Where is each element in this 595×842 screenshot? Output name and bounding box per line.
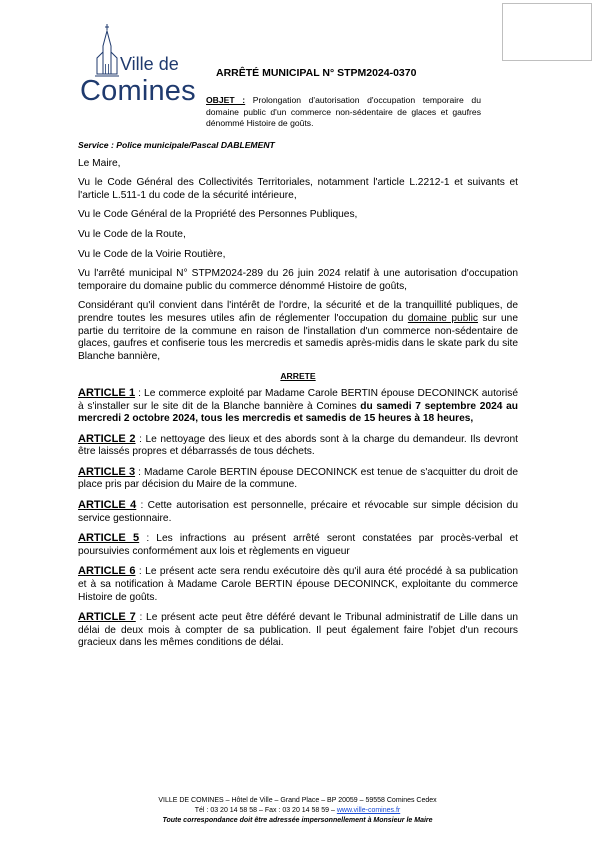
vu-cg3p: Vu le Code Général de la Propriété des Personnes Publiques, <box>78 209 358 221</box>
vu-code-route: Vu le Code de la Route, <box>78 228 186 240</box>
website-link[interactable]: www.ville-comines.fr <box>336 807 401 814</box>
considerant-underlined: domaine public <box>407 312 478 324</box>
service-line: Service : Police municipale/Pascal DABLEMENT <box>78 140 275 150</box>
article-text: : Cette autorisation est personnelle, précaire et révocable sur simple décision du service gestionnaire. <box>78 500 518 524</box>
article-text: : Le commerce exploité par Madame Carole BERTIN épouse DECONINCK autorisé à s'installer sur le site dit de la Blanche bannière à Comines <box>78 387 518 412</box>
footer-address: VILLE DE COMINES – Hôtel de Ville – Grand Place – BP 20059 – 59558 Comines Cedex <box>158 797 437 804</box>
arrete-heading: ARRETE <box>280 371 316 382</box>
footer-notice: Toute correspondance doit être adressée impersonnellement à Monsieur le Maire <box>162 817 433 824</box>
considerant <box>78 300 518 363</box>
article-label: ARTICLE 5 <box>78 532 140 545</box>
logo-line2: Comines <box>80 75 196 107</box>
article-2 <box>78 433 518 459</box>
document-title: ARRÊTÉ MUNICIPAL N° STPM2024-0370 <box>216 67 417 79</box>
vu-voirie: Vu le Code de la Voirie Routière, <box>78 248 226 260</box>
article-bold-text: du samedi 7 septembre 2024 au mercredi 2 octobre 2024, tous les mercredis et samedis de 15 heures à 18 heures, <box>78 400 519 425</box>
document-body <box>78 139 518 657</box>
footer-phone-fax: Tél : 03 20 14 58 58 – Fax : 03 20 14 58 59 – <box>194 807 337 814</box>
article-text: : Les infractions au présent arrêté seront constatées par procès-verbal et poursuivies conformément aux lois et règlements en vigueur <box>78 533 518 557</box>
article-7 <box>78 611 518 650</box>
article-text: : Le présent acte peut être déféré devant le Tribunal administratif de Lille dans un délai de deux mois à compter de sa publication. Il peut également faire l'objet d'un recours gracieux dans les mêmes conditions de délai. <box>78 612 518 649</box>
objet-block <box>206 95 481 130</box>
article-label: ARTICLE 6 <box>78 565 136 578</box>
article-label: ARTICLE 4 <box>78 499 137 512</box>
city-logo <box>80 24 195 109</box>
objet-label: OBJET : <box>206 95 246 105</box>
article-text: : Le nettoyage des lieux et des abords sont à la charge du demandeur. Ils devront être laissés propres et débarrassés de tous déchets. <box>78 433 519 458</box>
page-footer <box>0 796 595 826</box>
church-icon <box>94 24 120 80</box>
vu-cgct: Vu le Code Général des Collectivités Territoriales, notamment l'article L.2212-1 et suivants et l'article L.511-1 du code de la sécurité intérieure, <box>78 177 518 201</box>
article-3 <box>78 466 518 492</box>
stamp-box <box>502 3 592 61</box>
article-text: : Madame Carole BERTIN épouse DECONINCK est tenue de s'acquitter du droit de place pris par décision du Maire de la commune. <box>78 466 518 491</box>
article-label: ARTICLE 1 <box>78 386 136 399</box>
considerant-part-b: sur une partie du territoire de la commune en raison de l'installation d'un commerce non-sédentaire de glaces, gaufres et confiserie tous les mercredis et samedis après-midis dans le skate park du site Blanche bannière, <box>78 312 518 362</box>
article-6 <box>78 565 518 604</box>
objet-text: Prolongation d'autorisation d'occupation temporaire du domaine public d'un commerce non-sédentaire de glaces et gaufres dénommé Histoire de goûts. <box>206 95 481 128</box>
article-4 <box>78 499 518 525</box>
article-1 <box>78 387 518 426</box>
article-label: ARTICLE 3 <box>78 465 136 478</box>
footer-contact <box>0 806 595 816</box>
considerant-part-a: Considérant qu'il convient dans l'intérêt de l'ordre, la sécurité et de la tranquillité publiques, de prendre toutes les mesures utiles afin de réglementer l'occupation du <box>78 300 518 324</box>
maire-line: Le Maire, <box>78 157 121 169</box>
article-5 <box>78 532 518 558</box>
article-label: ARTICLE 2 <box>78 432 136 445</box>
article-text: : Le présent acte sera rendu exécutoire dès qu'il aura été procédé à sa publication et à sa notification à Madame Carole BERTIN épouse DECONINCK, exploitante du commerce Histoire de goûts. <box>78 566 518 603</box>
vu-arrete: Vu l'arrêté municipal N° STPM2024-289 du 26 juin 2024 relatif à une autorisation d'occupation temporaire du domaine public du commerce dénommé Histoire de goûts, <box>78 268 518 292</box>
logo-line1: Ville de <box>120 54 179 74</box>
article-label: ARTICLE 7 <box>78 611 136 624</box>
